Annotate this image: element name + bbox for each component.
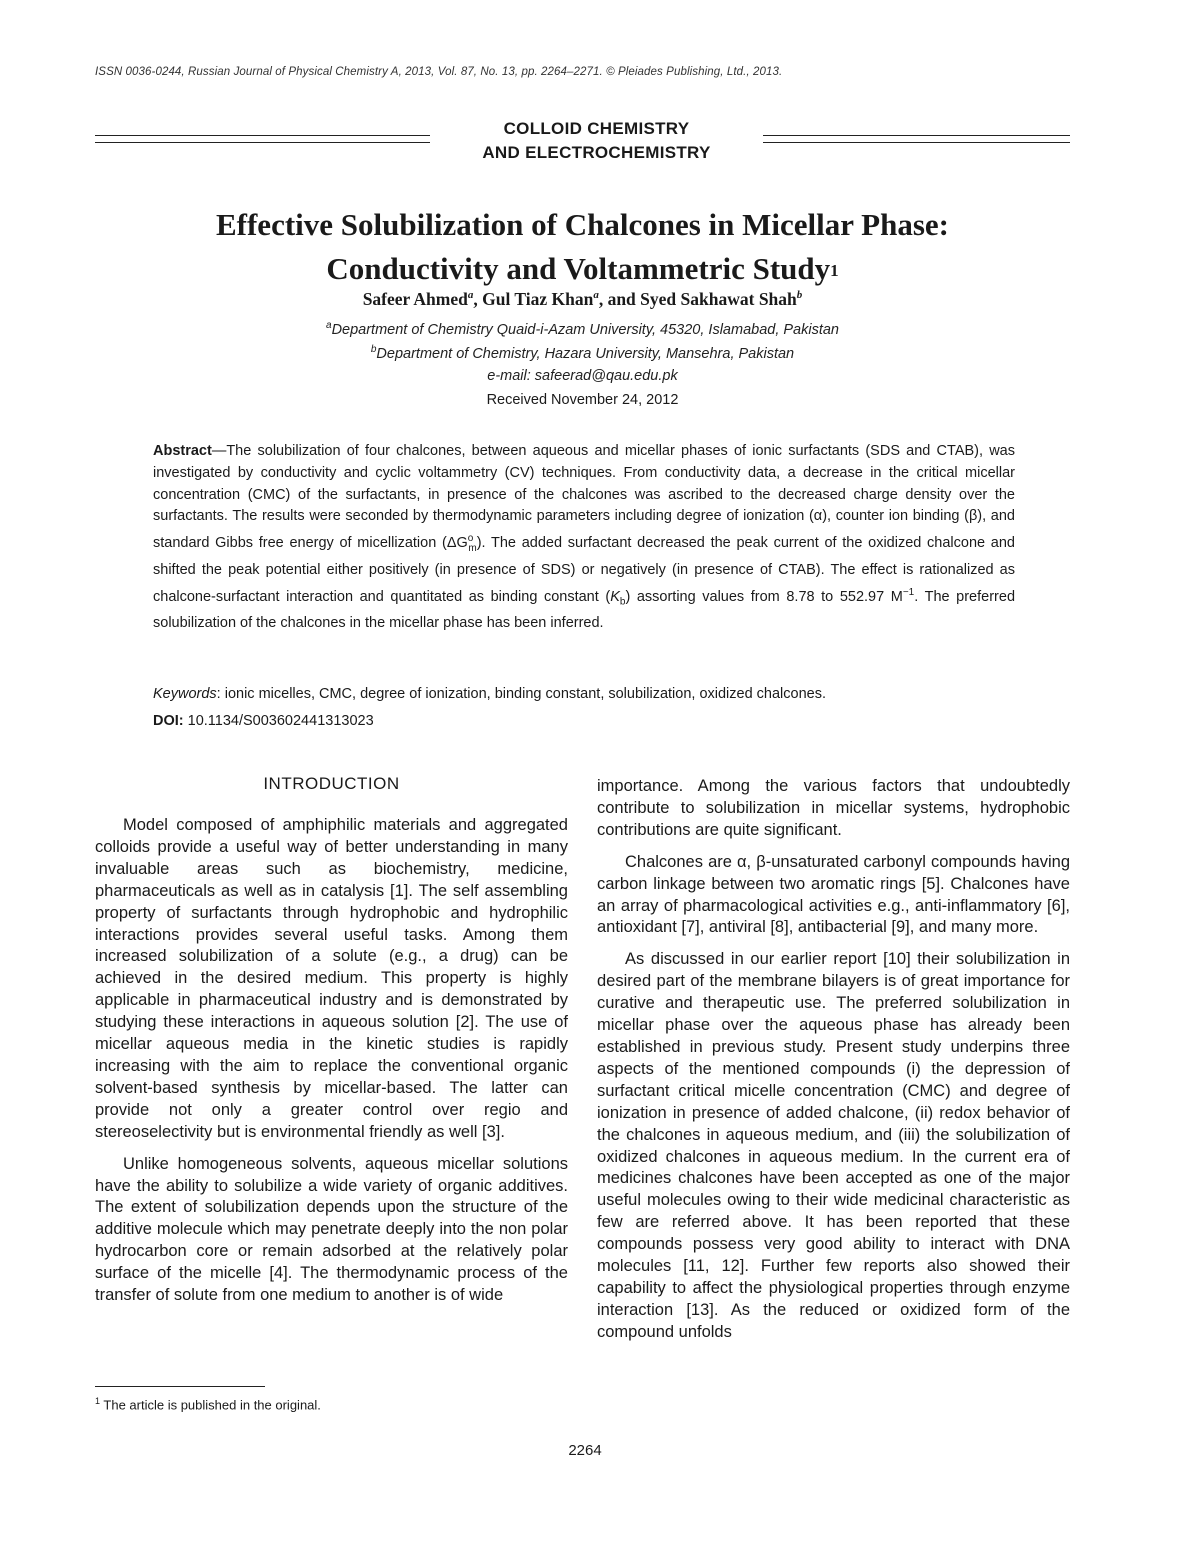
abstract-text-4: . The preferred solubilization of the chalcones in the micellar phase has been inferred. <box>153 588 1016 632</box>
section-heading <box>430 117 763 165</box>
page-number: 2264 <box>568 1442 602 1459</box>
affiliation-text: Department of Chemistry Quaid-i-Azam University, 45320, Islamabad, Pakistan <box>331 321 839 338</box>
title-line1: Effective Solubilization of Chalcones in Micellar Phase: <box>215 207 950 242</box>
affiliation-mark: a <box>326 320 332 331</box>
doi-label: DOI: <box>153 713 184 729</box>
author-name: Syed Sakhawat Shah <box>640 289 797 309</box>
footnote-rule <box>95 1386 265 1387</box>
journal-citation: ISSN 0036-0244, Russian Journal of Physical Chemistry A, 2013, Vol. 87, No. 13, pp. 2264–2271. © Pleiades Publishing, Ltd., 2013. <box>95 66 783 78</box>
body-paragraph: Unlike homogeneous solvents, aqueous micellar solutions have the ability to solubilize a wide variety of organic additives. The extent of solubilization depends upon the structure of the additive molecule which may penetrate deeply into the non polar hydrocarbon core or remain adsorbed at the relatively polar surface of the micelle [4]. The thermodynamic process of the transfer of solute from one medium to another is of wide <box>95 1154 568 1305</box>
body-paragraph: Chalcones are α, β-unsaturated carbonyl compounds having carbon linkage between two aromatic rings [5]. Chalcones have an array of pharmacological activities e.g., anti-inflammatory [6], antioxidant [7], antiviral [8], antibacterial [9], and many more. <box>597 852 1070 937</box>
author-affiliation-mark: a <box>593 289 599 302</box>
keywords-text: : ionic micelles, CMC, degree of ionization, binding constant, solubilization, oxidized chalcones. <box>216 686 826 702</box>
body-paragraph: importance. Among the various factors that undoubtedly contribute to solubilization in micellar systems, hydrophobic contributions are quite significant. <box>597 777 1070 839</box>
gibbs-subscript: m <box>468 542 477 554</box>
author-name: Gul Tiaz Khan <box>482 289 594 309</box>
gibbs-letter: ΔG <box>446 535 468 552</box>
author-list <box>95 289 1070 310</box>
section-rule-right <box>763 135 1070 143</box>
footnote <box>95 1396 321 1412</box>
body-column-left <box>95 815 568 1307</box>
body-paragraph: As discussed in our earlier report [10] their solubilization in desired part of the membrane bilayers is of great importance for curative and therapeutic use. The preferred solubilization in micellar phase over the aqueous phase has already been established in previous study. Present study underpins three aspects of the mentioned compounds (i) the depression of surfactant critical micelle concentration (CMC) and degree of ionization in presence of added chalcone, (ii) redox behavior of the chalcones in aqueous medium, and (iii) the solubilization of oxidized chalcones in aqueous medium. In the current era of medicines chalcones have been accepted as one of the major useful molecules owing to their wide medicinal characteristic as few are referred above. It has been reported that these compounds possess very good ability to interact with DNA molecules [11, 12]. Further few reports also showed their capability to affect the physiological properties through enzyme interaction [13]. As the reduced or oxidized form of the compound unfolds <box>597 950 1070 1341</box>
received-date: Received November 24, 2012 <box>486 392 679 408</box>
introduction-heading: INTRODUCTION <box>263 774 400 793</box>
title-footnote-mark: 1 <box>830 261 839 280</box>
affiliation-a <box>95 320 1070 338</box>
author-affiliation-mark: a <box>467 289 474 302</box>
body-paragraph: Model composed of amphiphilic materials and aggregated colloids provide a useful way of better understanding in many invaluable areas such as biochemistry, medicine, pharmaceuticals as well as in catalysis [1]. The self assembling property of surfactants through hydrophobic and hydrophilic interactions provides several useful tasks. Among them increased solubilization of a solute (e.g., a drug) can be achieved in the desired medium. This property is highly applicable in pharmaceutical industry and is demonstrated by studying these interactions in aqueous solution [2]. The use of micellar aqueous media in the kinetic studies is rapidly increasing with the aim to replace the conventional organic solvent-based synthesis by micellar-based. The latter can provide not only a greater control over regio and stereoselectivity but is environmental friendly as well [3]. <box>95 816 568 1141</box>
abstract-label: Abstract <box>153 443 212 459</box>
footnote-mark: 1 <box>95 1396 101 1406</box>
unit-superscript: −1 <box>902 586 915 598</box>
kb-symbol: K <box>610 588 620 605</box>
affiliation-mark: b <box>370 344 377 355</box>
kb-subscript: b <box>619 596 626 608</box>
abstract-text-1: —The solubilization of four chalcones, between aqueous and micellar phases of ionic surfactants (SDS and CTAB), was investigated by conductivity and cyclic voltammetry (CV) techniques. From conductivity data, a decrease in the critical micellar concentration (CMC) of the surfactants, in presence of the chalcones was ascribed to the decreased charge density over the surfactants. The results were seconded by thermodynamic parameters including degree of ionization (α), counter ion binding (β), and standard Gibbs free energy of micellization ( <box>153 443 1015 552</box>
section-heading-line1: COLLOID CHEMISTRY <box>503 119 690 138</box>
author-email: e-mail: safeerad@qau.edu.pk <box>487 368 678 384</box>
affiliation-b <box>95 344 1070 362</box>
keywords-label: Keywords <box>153 686 217 702</box>
abstract-text-3: ) assorting values from 8.78 to 552.97 M <box>625 588 903 605</box>
doi-value: 10.1134/S003602441313023 <box>183 713 374 729</box>
author-name: Safeer Ahmed <box>362 289 468 309</box>
abstract-text-2: ). The added surfactant decreased the peak current of the oxidized chalcone and shifted the peak potential either positively (in presence of SDS) or negatively (in presence of CTAB). The effect is rationalized as chalcone-surfactant interaction and quantitated as binding constant ( <box>153 535 1015 605</box>
affiliation-text: Department of Chemistry, Hazara University, Mansehra, Pakistan <box>376 345 795 362</box>
gibbs-symbol <box>446 533 477 554</box>
keywords <box>153 686 1015 702</box>
gibbs-superscript: o <box>467 533 474 545</box>
title-line2-text: Conductivity and Voltammetric Study <box>326 251 831 286</box>
doi <box>153 713 374 729</box>
title-line2 <box>95 247 1070 291</box>
body-column-right <box>597 776 1070 1344</box>
footnote-text: The article is published in the original. <box>100 1397 321 1413</box>
abstract <box>153 441 1015 635</box>
author-separator: , <box>473 289 483 309</box>
section-rule-left <box>95 135 430 143</box>
section-heading-line2: AND ELECTROCHEMISTRY <box>482 143 711 162</box>
author-separator: , and <box>598 289 641 309</box>
author-affiliation-mark: b <box>796 289 803 302</box>
article-title <box>95 203 1070 291</box>
